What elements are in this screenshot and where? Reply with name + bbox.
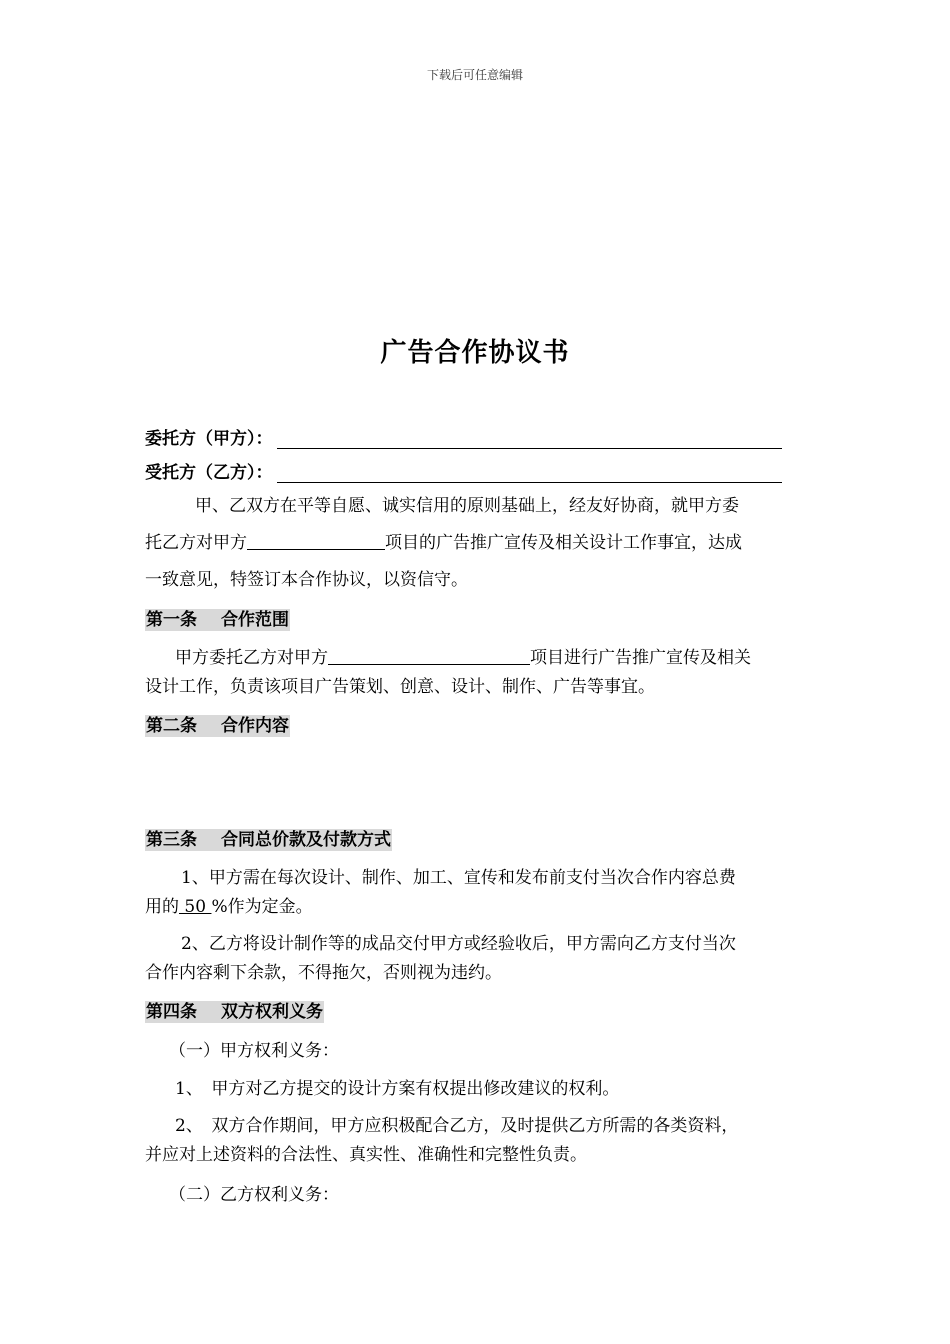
article-4-item-2-line-1: 2、 双方合作期间，甲方应积极配合乙方，及时提供乙方所需的各类资料，	[175, 1116, 739, 1136]
article-1-line-1-pre: 甲方委托乙方对甲方	[175, 648, 328, 668]
party-a-blank	[277, 430, 782, 449]
article-4-item-2	[145, 1112, 810, 1170]
intro-line-3: 一致意见，特签订本合作协议，以资信守。	[145, 570, 468, 590]
article-1-title: 合作范围	[221, 610, 289, 630]
article-3-item-1	[145, 864, 810, 922]
article-4-sub-2: （二）乙方权利义务：	[169, 1185, 339, 1205]
intro-line-2-pre: 托乙方对甲方	[145, 533, 247, 553]
article-1-body	[145, 644, 810, 702]
article-3-item-1-pre: 用的	[145, 897, 179, 917]
article-1-heading	[145, 609, 290, 631]
article-1-line-2: 设计工作，负责该项目广告策划、创意、设计、制作、广告等事宜。	[145, 677, 655, 697]
article-4-sub-1: （一）甲方权利义务：	[169, 1041, 339, 1061]
article-3-heading	[145, 829, 392, 851]
article-3-item-2-line-2: 合作内容剩下余款，不得拖欠，否则视为违约。	[145, 963, 502, 983]
deposit-percent: 50	[179, 897, 212, 917]
article-4-item-1: 1、 甲方对乙方提交的设计方案有权提出修改建议的权利。	[175, 1079, 620, 1099]
article-3-number: 第三条	[146, 830, 197, 850]
article-3-item-2	[145, 930, 810, 988]
article-2-number: 第二条	[146, 716, 197, 736]
intro-line-2	[145, 525, 810, 562]
article-1-number: 第一条	[146, 610, 197, 630]
header-note: 下载后可任意编辑	[426, 68, 523, 82]
intro-line-2-post: 项目的广告推广宣传及相关设计工作事宜，达成	[385, 533, 742, 553]
party-b-line	[145, 458, 782, 483]
article-4-number: 第四条	[146, 1002, 197, 1022]
article-2-title: 合作内容	[221, 716, 289, 736]
article-3-item-1-line-2	[145, 893, 810, 922]
intro-line-1: 甲、乙双方在平等自愿、诚实信用的原则基础上，经友好协商，就甲方委	[195, 496, 739, 516]
intro-paragraph	[145, 488, 810, 599]
party-b-label: 受托方（乙方）：	[145, 463, 273, 483]
party-a-label: 委托方（甲方）：	[145, 429, 273, 449]
article-4-heading	[145, 1001, 324, 1023]
party-b-blank	[277, 464, 782, 483]
article-1-line-1	[145, 644, 810, 673]
article-4-item-2-line-2: 并应对上述资料的合法性、真实性、准确性和完整性负责。	[145, 1145, 587, 1165]
article-2-heading	[145, 715, 290, 737]
article-4-title: 双方权利义务	[221, 1002, 323, 1022]
article-1-line-1-post: 项目进行广告推广宣传及相关	[530, 648, 751, 668]
party-a-line	[145, 424, 782, 449]
article-3-title: 合同总价款及付款方式	[221, 830, 391, 850]
article-3-item-1-line-1: 1、甲方需在每次设计、制作、加工、宣传和发布前支付当次合作内容总费	[181, 868, 736, 888]
project-blank	[247, 531, 385, 550]
article-1-project-blank	[328, 646, 530, 665]
article-3-item-2-line-1: 2、乙方将设计制作等的成品交付甲方或经验收后，甲方需向乙方支付当次	[181, 934, 736, 954]
article-3-item-1-post: %作为定金。	[211, 897, 313, 917]
document-title: 广告合作协议书	[380, 338, 570, 368]
